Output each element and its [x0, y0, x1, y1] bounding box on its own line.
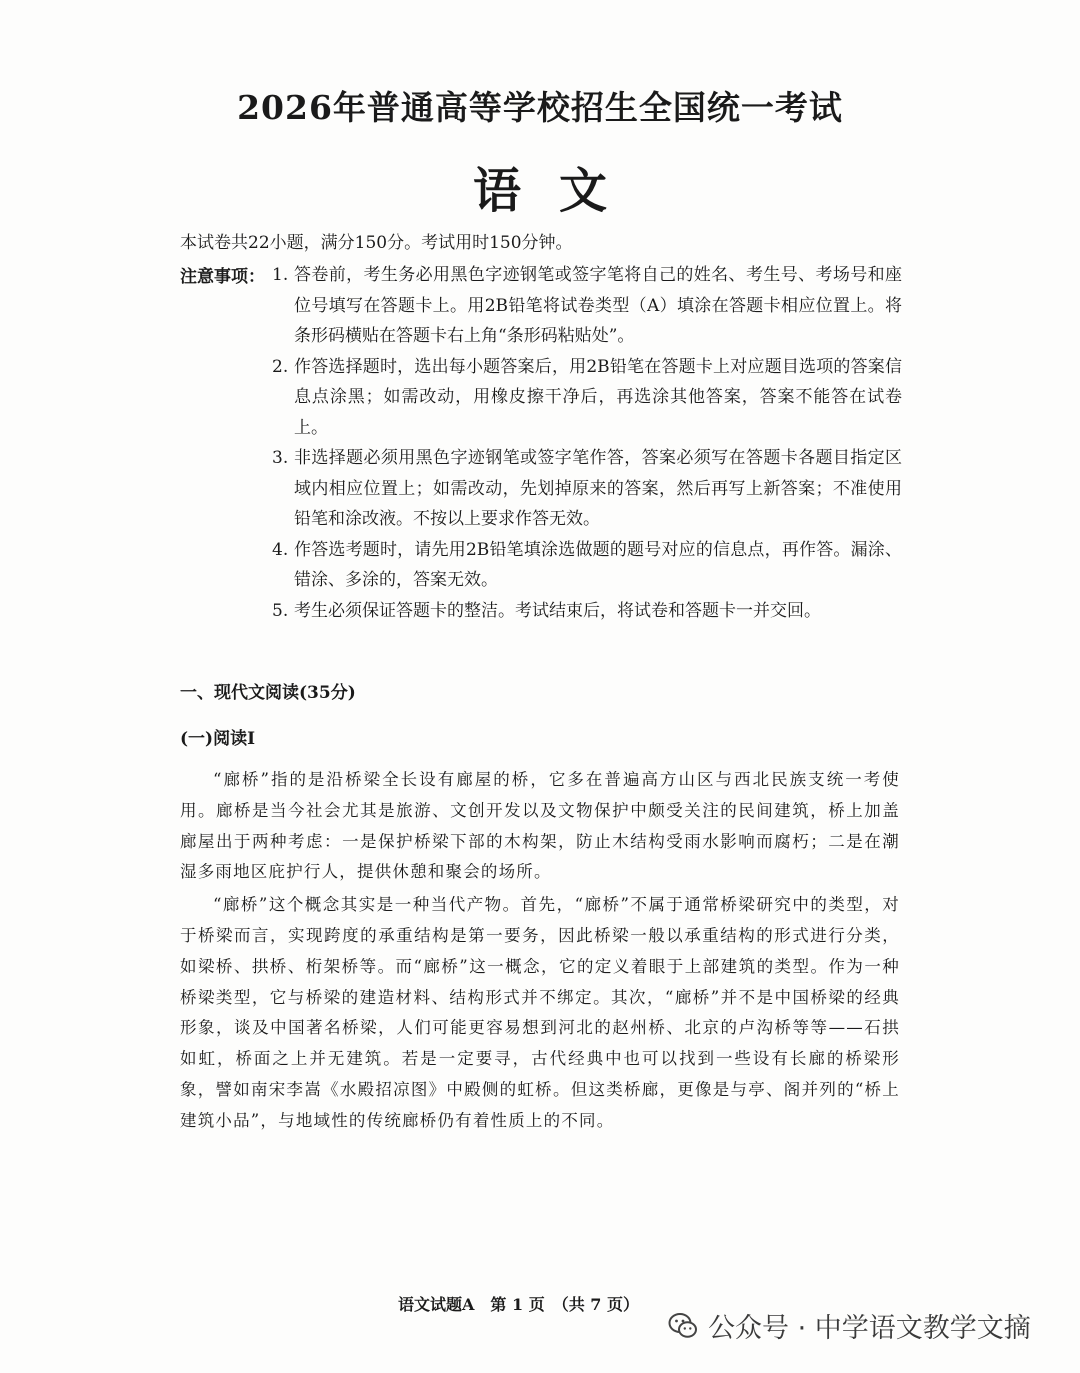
exam-title: 2026年普通高等学校招生全国统一考试 — [237, 88, 843, 127]
wechat-icon — [668, 1312, 698, 1340]
note-number: 1. — [272, 265, 289, 285]
watermark-text: 公众号 · 中学语文教学文摘 — [708, 1313, 1031, 1344]
section-heading: 一、现代文阅读(35分) — [180, 683, 356, 703]
subject-title: 语文 — [472, 163, 645, 219]
note-text: 作答选择题时，选出每小题答案后，用2B铅笔在答题卡上对应题目选项的答案信息点涂黑；如需改动，用橡皮擦干净后，再选涂其他答案，答案不能答在试卷上。 — [294, 356, 902, 438]
note-item — [272, 596, 902, 627]
note-number: 2. — [272, 356, 289, 377]
note-item — [272, 352, 902, 444]
sub-section-heading: (一)阅读I — [180, 729, 256, 749]
note-number: 4. — [272, 539, 289, 560]
note-text: 答卷前，考生务必用黑色字迹钢笔或签字笔将自己的姓名、考生号、考场号和座位号填写在答题卡上。用2B铅笔将试卷类型（A）填涂在答题卡相应位置上。将条形码横贴在答题卡右上角“条形码粘贴处”。 — [294, 265, 902, 346]
note-text: 考生必须保证答题卡的整洁。考试结束后，将试卷和答题卡一并交回。 — [294, 600, 821, 621]
note-text: 作答选考题时，请先用2B铅笔填涂选做题的题号对应的信息点，再作答。漏涂、错涂、多涂的，答案无效。 — [294, 539, 902, 590]
notes-label: 注意事项： — [180, 267, 265, 287]
passage-paragraph: “廊桥”指的是沿桥梁全长设有廊屋的桥，它多在普遍高方山区与西北民族支统一考使用。廊桥是当今社会尤其是旅游、文创开发以及文物保护中颇受关注的民间建筑，桥上加盖廊屋出于两种考虑：一是保护桥梁下部的木构架，防止木结构受雨水影响而腐朽；二是在潮湿多雨地区庇护行人，提供休憩和聚会的场所。 — [180, 770, 900, 882]
reading-passage — [180, 765, 900, 1139]
exam-intro: 本试卷共22小题，满分150分。考试用时150分钟。 — [180, 233, 573, 253]
note-item — [272, 443, 902, 535]
passage-paragraph: “廊桥”这个概念其实是一种当代产物。首先，“廊桥”不属于通常桥梁研究中的类型，对于桥梁而言，实现跨度的承重结构是第一要务，因此桥梁一般以承重结构的形式进行分类，如梁桥、拱桥、桁架桥等。而“廊桥”这一概念，它的定义着眼于上部建筑的类型。作为一种桥梁类型，它与桥梁的建造材料、结构形式并不绑定。其次，“廊桥”并不是中国桥梁的经典形象，谈及中国著名桥梁，人们可能更容易想到河北的赵州桥、北京的卢沟桥等等——石拱如虹，桥面之上并无建筑。若是一定要寻，古代经典中也可以找到一些设有长廊的桥梁形象，譬如南宋李嵩《水殿招凉图》中殿侧的虹桥。但这类桥廊，更像是与亭、阁并列的“桥上建筑小品”，与地域性的传统廊桥仍有着性质上的不同。 — [180, 895, 900, 1130]
notes-list — [272, 260, 902, 626]
note-item — [272, 535, 902, 596]
note-number: 3. — [272, 448, 289, 468]
page-footer: 语文试题A 第 1 页 （共 7 页） — [398, 1295, 639, 1314]
note-number: 5. — [272, 600, 289, 621]
watermark — [668, 1306, 1031, 1345]
note-item — [272, 260, 902, 352]
note-text: 非选择题必须用黑色字迹钢笔或签字笔作答，答案必须写在答题卡各题目指定区域内相应位置上；如需改动，先划掉原来的答案，然后再写上新答案；不准使用铅笔和涂改液。不按以上要求作答无效。 — [294, 448, 902, 529]
